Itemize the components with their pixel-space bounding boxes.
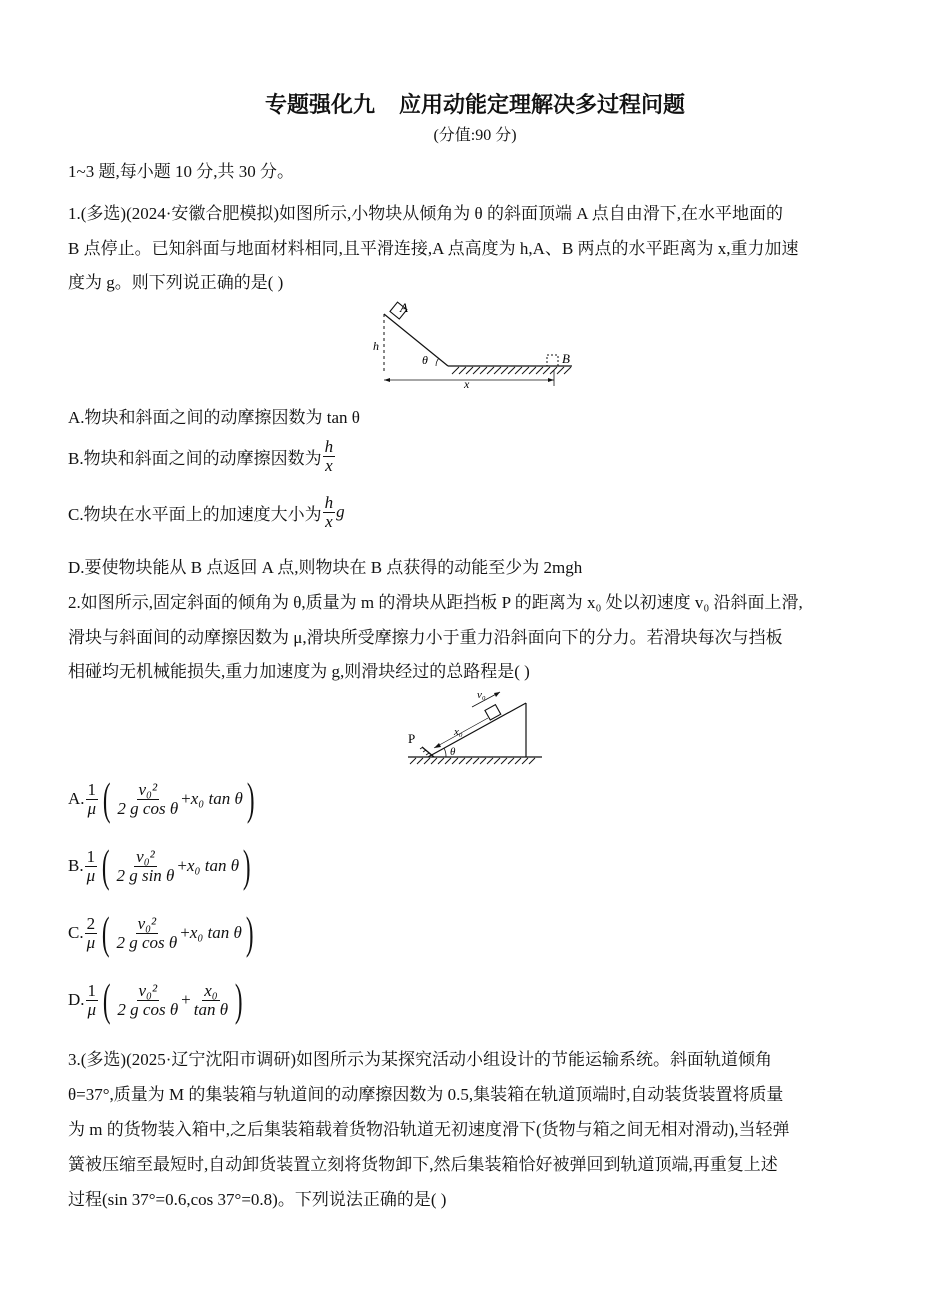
q2-coef-fraction — [86, 781, 99, 818]
frac-den: 2 g cos θ — [116, 932, 178, 952]
q1-option-c — [68, 494, 345, 531]
frac-num: x₀ — [204, 980, 218, 1000]
q1-option-c-g: g — [336, 502, 345, 522]
q2-fig-label-v0: v₀ — [477, 689, 486, 701]
frac-den: μ — [87, 999, 97, 1019]
q1-fig-label-B: B — [562, 351, 570, 366]
q1-text-line1: 1.(多选)(2024·安徽合肥模拟)如图所示,小物块从倾角为 θ 的斜面顶端 A 点自由滑下,在水平地面的 — [68, 204, 784, 223]
q2-option-a: A. $\frac{1}{\mu}$ ( $\frac{\text{v₀²}}{\text{2 g cos θ}}$ + x₀ tan θ ) — [68, 773, 255, 824]
q2-option-b: B. $\frac{1}{\mu}$ ( $\frac{\text{v₀²}}{\text{2 g sin θ}}$ + x₀ tan θ ) — [68, 840, 251, 891]
q2-text-line2: 滑块与斜面间的动摩擦因数为 μ,滑块所受摩擦力小于重力沿斜面向下的分力。若滑块每次与挡板 — [68, 628, 783, 647]
title-part2: 应用动能定理解决多过程问题 — [399, 93, 686, 118]
frac-num: v₀² — [137, 913, 157, 933]
section-header: 1~3 题,每小题 10 分,共 30 分。 — [68, 162, 294, 181]
q1-text-line3: 度为 g。则下列说正确的是( ) — [68, 273, 284, 292]
q2-figure-incline — [404, 685, 546, 767]
q1-fig-label-x: x — [464, 377, 470, 391]
title-part1: 专题强化九 — [264, 93, 375, 118]
q3-text-line2: θ=37°,质量为 M 的集装箱与轨道间的动摩擦因数为 0.5,集装箱在轨道顶端时,自动装货装置将质量 — [68, 1085, 784, 1104]
plus-sign: + — [181, 990, 191, 1009]
plus-sign: + — [177, 856, 188, 875]
frac-num: v₀² — [138, 779, 158, 799]
q2-main-fraction — [115, 781, 180, 818]
q2-option-tail: x₀ tan θ — [189, 923, 242, 942]
frac-den: 2 g cos θ — [117, 798, 179, 818]
q1-option-a: A.物块和斜面之间的动摩擦因数为 tan θ — [68, 408, 360, 427]
frac-den: 2 g cos θ — [117, 999, 179, 1019]
plus-sign: + — [181, 789, 191, 808]
q2-text-line1: 2.如图所示,固定斜面的倾角为 θ,质量为 m 的滑块从距挡板 P 的距离为 x₀ 处以初速度 v₀ 沿斜面上滑, — [68, 593, 803, 612]
q2-fig-label-theta: θ — [450, 746, 456, 758]
q2-main-fraction — [114, 915, 179, 952]
q1-fig-label-theta: θ — [422, 353, 428, 367]
plus-sign: + — [180, 923, 190, 942]
frac-num: 1 — [86, 846, 96, 866]
q2-main-fraction — [115, 982, 180, 1019]
q1-option-b-fraction — [323, 438, 336, 475]
q1-option-b-text: B.物块和斜面之间的动摩擦因数为 — [68, 448, 322, 468]
q1-option-c-fraction — [323, 494, 336, 531]
q2-option-label: D. — [68, 990, 85, 1009]
q2-option-tail: x₀ tan θ — [190, 789, 243, 808]
q2-tail-fraction — [192, 982, 230, 1019]
q2-coef-fraction — [86, 982, 99, 1019]
q2-option-tail: x₀ tan θ — [187, 856, 240, 875]
q2-main-fraction — [114, 848, 176, 885]
frac-num: h — [324, 437, 334, 456]
q2-option-label: A. — [68, 789, 85, 808]
frac-den: x — [325, 511, 333, 531]
q1-text-line2: B 点停止。已知斜面与地面材料相同,且平滑连接,A 点高度为 h,A、B 两点的水平距离为 x,重力加速 — [68, 239, 799, 258]
q2-coef-fraction — [85, 848, 98, 885]
frac-num: v₀² — [138, 980, 158, 1000]
frac-den: x — [325, 455, 333, 475]
frac-num: v₀² — [136, 846, 155, 866]
frac-den: μ — [86, 865, 96, 885]
q2-text-line3: 相碰均无机械能损失,重力加速度为 g,则滑块经过的总路程是( ) — [68, 662, 530, 681]
q1-option-d: D.要使物块能从 B 点返回 A 点,则物块在 B 点获得的动能至少为 2mgh — [68, 558, 583, 577]
q3-text-line4: 簧被压缩至最短时,自动卸货装置立刻将货物卸下,然后集装箱恰好被弹回到轨道顶端,再重复上述 — [68, 1155, 778, 1174]
q2-fig-label-P: P — [408, 731, 416, 746]
frac-num: 1 — [87, 980, 97, 1000]
q1-option-b — [68, 438, 336, 475]
q2-fig-label-x0: x₀ — [454, 726, 463, 738]
frac-num: h — [324, 493, 334, 512]
frac-den: μ — [86, 932, 96, 952]
q2-option-label: C. — [68, 923, 84, 942]
frac-den: μ — [87, 798, 97, 818]
q2-option-d: D. $\frac{1}{\mu}$ ( $\frac{\text{v₀²}}{\text{2 g cos θ}}$ + $\frac{\text{x₀}}{\text{tan θ}}$ ) — [68, 974, 243, 1025]
q1-figure-incline — [360, 292, 585, 392]
q3-text-line1: 3.(多选)(2025·辽宁沈阳市调研)如图所示为某探究活动小组设计的节能运输系统。斜面轨道倾角 — [68, 1050, 773, 1069]
q1-fig-label-h: h — [373, 339, 379, 353]
q1-option-c-text: C.物块在水平面上的加速度大小为 — [68, 504, 322, 524]
page-title — [0, 88, 950, 119]
q2-coef-fraction — [85, 915, 98, 952]
q2-option-c: C. $\frac{2}{\mu}$ ( $\frac{\text{v₀²}}{\text{2 g cos θ}}$ + x₀ tan θ ) — [68, 907, 254, 958]
q2-option-label: B. — [68, 856, 84, 875]
q3-text-line3: 为 m 的货物装入箱中,之后集装箱载着货物沿轨道无初速度滑下(货物与箱之间无相对滑动),当轻弹 — [68, 1120, 790, 1139]
frac-num: 2 — [86, 913, 96, 933]
frac-den: 2 g sin θ — [116, 865, 175, 885]
q3-text-line5: 过程(sin 37°=0.6,cos 37°=0.8)。下列说法正确的是( ) — [68, 1190, 447, 1209]
frac-den: tan θ — [193, 999, 229, 1019]
frac-num: 1 — [87, 779, 97, 799]
score-note: (分值:90 分) — [433, 127, 517, 144]
q1-fig-label-A: A — [400, 300, 408, 315]
